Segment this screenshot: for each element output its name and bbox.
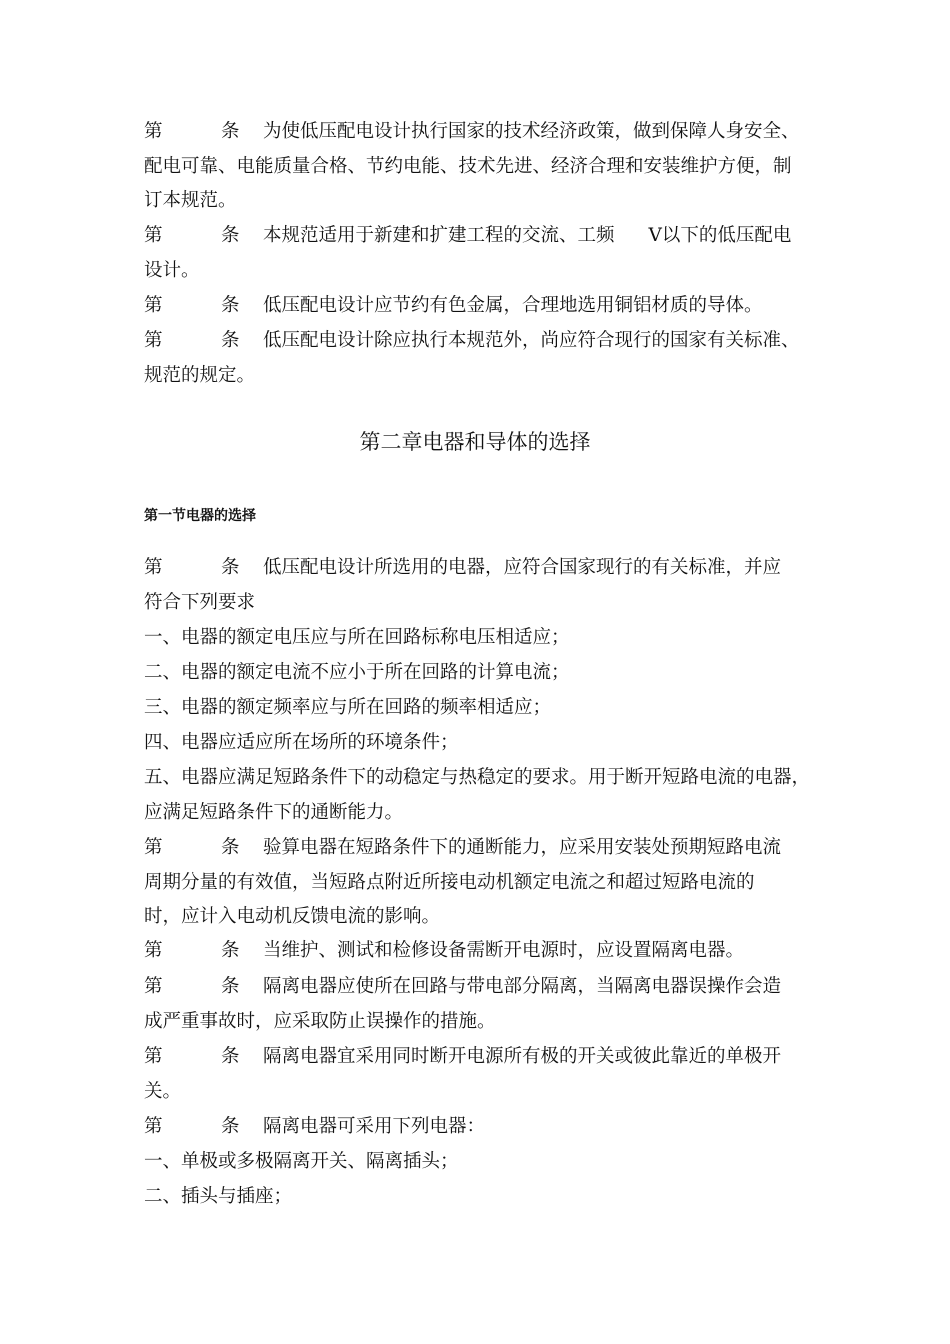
article-label: 第 条 [144, 121, 240, 142]
article-text: 低压配电设计除应执行本规范外，尚应符合现行的国家有关标准、 [263, 330, 800, 351]
article-text: 隔离电器应使所在回路与带电部分隔离，当隔离电器误操作会造 [263, 976, 782, 997]
article-label: 第 条 [144, 330, 240, 351]
article-text: 为使低压配电设计执行国家的技术经济政策，做到保障人身安全、 [263, 121, 800, 142]
list-item: 一、单极或多极隔离开关、隔离插头； [144, 1151, 459, 1172]
article-1-line-1 [144, 120, 814, 144]
article-label: 第 条 [144, 1046, 240, 1067]
article-label: 第 条 [144, 837, 240, 858]
article-label: 第 条 [144, 940, 240, 961]
chapter-title: 第二章电器和导体的选择 [359, 430, 591, 454]
article-5-line-1 [144, 556, 814, 580]
article-text: 隔离电器宜采用同时断开电源所有极的开关或彼此靠近的单极开 [263, 1046, 782, 1067]
list-item-continuation: 应满足短路条件下的通断能力。 [144, 802, 404, 823]
article-1-line-2: 配电可靠、电能质量合格、节约电能、技术先进、经济合理和安装维护方便，制 [144, 156, 792, 177]
article-7-line-1 [144, 939, 814, 963]
article-4-line-2: 规范的规定。 [144, 365, 256, 386]
article-text: 隔离电器可采用下列电器： [263, 1116, 486, 1137]
article-8-line-2: 成严重事故时，应采取防止误操作的措施。 [144, 1011, 496, 1032]
article-2-line-2: 设计。 [144, 260, 200, 281]
list-item: 二、插头与插座； [144, 1186, 293, 1207]
article-6-line-1 [144, 836, 814, 860]
article-label: 第 条 [144, 225, 240, 246]
article-label: 第 条 [144, 1116, 240, 1137]
article-9-line-2: 关。 [144, 1081, 182, 1102]
article-text: 当维护、测试和检修设备需断开电源时，应设置隔离电器。 [263, 940, 745, 961]
article-text: 低压配电设计所选用的电器，应符合国家现行的有关标准，并应 [263, 557, 782, 578]
article-2-line-1 [144, 224, 814, 248]
article-6-line-3: 时，应计入电动机反馈电流的影响。 [144, 906, 441, 927]
list-item: 二、电器的额定电流不应小于所在回路的计算电流； [144, 662, 570, 683]
list-item: 一、电器的额定电压应与所在回路标称电压相适应； [144, 627, 570, 648]
article-label: 第 条 [144, 976, 240, 997]
article-6-line-2: 周期分量的有效值，当短路点附近所接电动机额定电流之和超过短路电流的 [144, 872, 755, 893]
list-item: 四、电器应适应所在场所的环境条件； [144, 732, 459, 753]
article-10-line-1 [144, 1115, 814, 1139]
article-5-line-2: 符合下列要求 [144, 592, 256, 613]
list-item: 三、电器的额定频率应与所在回路的频率相适应； [144, 697, 552, 718]
article-1-line-3: 订本规范。 [144, 190, 237, 211]
article-9-line-1 [144, 1045, 814, 1069]
article-text: 低压配电设计应节约有色金属，合理地选用铜铝材质的导体。 [263, 295, 763, 316]
list-item: 五、电器应满足短路条件下的动稳定与热稳定的要求。用于断开短路电流的电器， [144, 767, 811, 788]
article-4-line-1 [144, 329, 814, 353]
article-text: 本规范适用于新建和扩建工程的交流、工频 [263, 225, 615, 246]
article-text: 验算电器在短路条件下的通断能力，应采用安装处预期短路电流 [263, 837, 782, 858]
article-text-voltage: V以下的低压配电 [648, 225, 792, 246]
article-8-line-1 [144, 975, 814, 999]
section-title: 第一节电器的选择 [144, 508, 256, 524]
article-label: 第 条 [144, 295, 240, 316]
article-3-line-1 [144, 294, 814, 318]
article-label: 第 条 [144, 557, 240, 578]
